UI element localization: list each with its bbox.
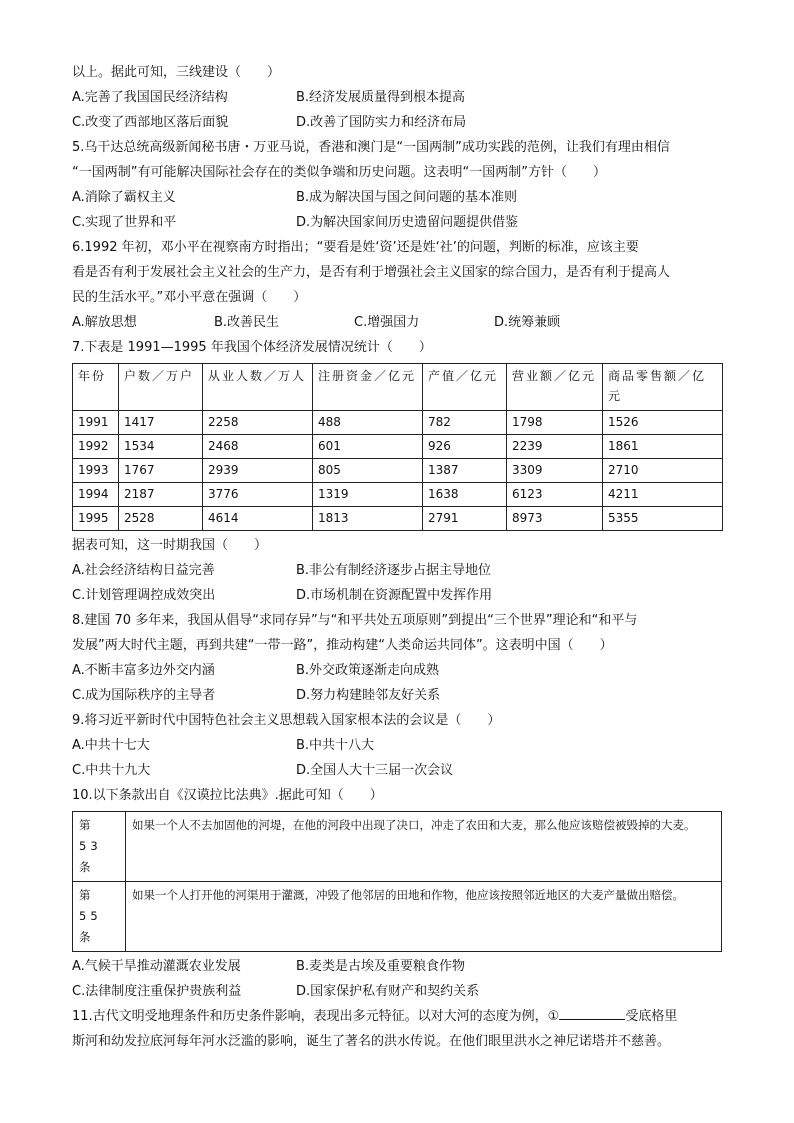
q8-option-b[interactable]: B.外交政策逐渐走向成熟 — [296, 663, 440, 678]
q7-options-row2 — [72, 583, 724, 608]
q7-option-b[interactable]: B.非公有制经济逐步占据主导地位 — [296, 563, 492, 578]
table-cell: 601 — [313, 435, 423, 459]
table-row — [73, 411, 723, 435]
q10-options-row1 — [72, 954, 724, 979]
q4-stem-tail: 以上。据此可知，三线建设（ ） — [72, 65, 281, 80]
q5-options-row1 — [72, 185, 724, 210]
q6-stem-line2: 看是否有利于发展社会主义社会的生产力，是否有利于增强社会主义国家的综合国力，是否有利于提高人 — [72, 265, 671, 280]
table-cell: 2528 — [119, 507, 203, 531]
table-cell: 2468 — [203, 435, 313, 459]
table-header-cell: 注册资金／亿元 — [313, 364, 423, 411]
table-cell: 805 — [313, 459, 423, 483]
q7-option-a[interactable]: A.社会经济结构日益完善 — [72, 563, 215, 578]
q4-option-c[interactable]: C.改变了西部地区落后面貌 — [72, 115, 229, 130]
table-cell: 4211 — [603, 483, 723, 507]
q4-options-row1 — [72, 85, 724, 110]
table-cell: 2239 — [507, 435, 603, 459]
q6-option-a[interactable]: A.解放思想 — [72, 315, 137, 330]
table-cell: 1995 — [73, 507, 119, 531]
table-cell: 1638 — [423, 483, 507, 507]
table-cell: 1417 — [119, 411, 203, 435]
q5-stem-line1: 5.乌干达总统高级新闻秘书唐・万亚马说，香港和澳门是“一国两制”成功实践的范例，让我们有理由相信 — [72, 140, 670, 155]
table-cell: 4614 — [203, 507, 313, 531]
table-row — [73, 483, 723, 507]
table-row — [73, 882, 722, 952]
q6-option-d[interactable]: D.统筹兼顾 — [494, 315, 561, 330]
q7-stats-table — [72, 363, 723, 531]
q9-option-d[interactable]: D.全国人大十三届一次会议 — [296, 763, 454, 778]
q11-answer-blank[interactable] — [559, 1005, 625, 1020]
q8-option-c[interactable]: C.成为国际秩序的主导者 — [72, 688, 216, 703]
article-number: 第 53 条 — [73, 812, 126, 882]
q8-stem-line1: 8.建国 70 多年来，我国从倡导“求同存异”与“和平共处五项原则”到提出“三个世界”理论和“和平与 — [72, 613, 638, 628]
table-cell: 926 — [423, 435, 507, 459]
q10-law-table — [72, 811, 722, 952]
q8-option-a[interactable]: A.不断丰富多边外交内涵 — [72, 663, 215, 678]
q11-text-before-blank: 11.古代文明受地理条件和历史条件影响，表现出多元特征。以对大河的态度为例，① — [72, 1009, 560, 1024]
table-cell: 1798 — [507, 411, 603, 435]
exam-page — [72, 60, 724, 1054]
table-header-cell: 产值／亿元 — [423, 364, 507, 411]
table-row — [73, 459, 723, 483]
table-cell: 2187 — [119, 483, 203, 507]
table-cell: 782 — [423, 411, 507, 435]
q7-option-c[interactable]: C.计划管理调控成效突出 — [72, 588, 216, 603]
table-header-cell: 年份 — [73, 364, 119, 411]
q7-options-row1 — [72, 558, 724, 583]
q5-option-a[interactable]: A.消除了霸权主义 — [72, 190, 176, 205]
q9-option-b[interactable]: B.中共十八大 — [296, 738, 375, 753]
q5-option-d[interactable]: D.为解决国家间历史遗留问题提供借鉴 — [296, 215, 519, 230]
table-cell: 3776 — [203, 483, 313, 507]
q7-stem: 7.下表是 1991—1995 年我国个体经济发展情况统计（ ） — [72, 340, 432, 355]
q4-option-a[interactable]: A.完善了我国国民经济结构 — [72, 90, 228, 105]
q9-option-a[interactable]: A.中共十七大 — [72, 738, 150, 753]
q4-option-b[interactable]: B.经济发展质量得到根本提高 — [296, 90, 466, 105]
table-cell: 1526 — [603, 411, 723, 435]
q5-option-b[interactable]: B.成为解决国与国之间问题的基本准则 — [296, 190, 518, 205]
table-cell: 1993 — [73, 459, 119, 483]
q9-options-row2 — [72, 758, 724, 783]
table-cell: 2791 — [423, 507, 507, 531]
q9-option-c[interactable]: C.中共十九大 — [72, 763, 151, 778]
q6-option-c[interactable]: C.增强国力 — [354, 315, 420, 330]
table-cell: 1534 — [119, 435, 203, 459]
table-cell: 1813 — [313, 507, 423, 531]
q7-question: 据表可知，这一时期我国（ ） — [72, 538, 268, 553]
q10-option-c[interactable]: C.法律制度注重保护贵族利益 — [72, 984, 242, 999]
q5-options-row2 — [72, 210, 724, 235]
table-cell: 1861 — [603, 435, 723, 459]
q4-option-d[interactable]: D.改善了国防实力和经济布局 — [296, 115, 467, 130]
q5-stem-line2: “一国两制”有可能解决国际社会存在的类似争端和历史问题。这表明“一国两制”方针（ ） — [72, 165, 606, 180]
article-text: 如果一个人不去加固他的河堤，在他的河段中出现了决口，冲走了农田和大麦，那么他应该赔偿被毁掉的大麦。 — [126, 812, 722, 882]
table-header-cell: 户数／万户 — [119, 364, 203, 411]
table-row — [73, 435, 723, 459]
q9-stem: 9.将习近平新时代中国特色社会主义思想载入国家根本法的会议是（ ） — [72, 713, 501, 728]
table-header-row — [73, 364, 723, 411]
table-header-cell: 从业人数／万人 — [203, 364, 313, 411]
q9-options-row1 — [72, 733, 724, 758]
q11-stem-line2: 斯河和幼发拉底河每年河水泛滥的影响，诞生了著名的洪水传说。在他们眼里洪水之神尼诺塔并不慈善。 — [72, 1034, 671, 1049]
table-header-cell: 营业额／亿元 — [507, 364, 603, 411]
q11-text-after-blank: 受底格里 — [625, 1009, 678, 1024]
table-cell: 1994 — [73, 483, 119, 507]
q6-stem-line3: 民的生活水平。”邓小平意在强调（ ） — [72, 290, 307, 305]
q5-option-c[interactable]: C.实现了世界和平 — [72, 215, 177, 230]
q10-option-b[interactable]: B.麦类是古埃及重要粮食作物 — [296, 959, 466, 974]
table-cell: 2939 — [203, 459, 313, 483]
q8-options-row1 — [72, 658, 724, 683]
q10-stem: 10.以下条款出自《汉谟拉比法典》.据此可知（ ） — [72, 788, 383, 803]
q8-option-d[interactable]: D.努力构建睦邻友好关系 — [296, 688, 441, 703]
table-cell: 8973 — [507, 507, 603, 531]
q6-stem-line1: 6.1992 年初，邓小平在视察南方时指出；“要看是姓‘资’还是姓‘社’的问题，判断的标准，应该主要 — [72, 240, 639, 255]
article-number: 第 55 条 — [73, 882, 126, 952]
table-cell: 5355 — [603, 507, 723, 531]
table-header-cell: 商品零售额／亿元 — [603, 364, 723, 411]
article-text: 如果一个人打开他的河渠用于灌溉，冲毁了他邻居的田地和作物，他应该按照邻近地区的大麦产量做出赔偿。 — [126, 882, 722, 952]
table-cell: 488 — [313, 411, 423, 435]
q7-option-d[interactable]: D.市场机制在资源配置中发挥作用 — [296, 588, 493, 603]
q4-options-row2 — [72, 110, 724, 135]
table-cell: 2258 — [203, 411, 313, 435]
q11-stem-line1 — [72, 1004, 724, 1029]
table-cell: 1319 — [313, 483, 423, 507]
table-cell: 1991 — [73, 411, 119, 435]
table-cell: 3309 — [507, 459, 603, 483]
q6-option-b[interactable]: B.改善民生 — [214, 315, 280, 330]
q8-options-row2 — [72, 683, 724, 708]
q8-stem-line2: 发展”两大时代主题，再到共建“一带一路”，推动构建“人类命运共同体”。这表明中国（ ） — [72, 638, 613, 653]
table-cell: 1992 — [73, 435, 119, 459]
q6-options-row — [72, 310, 724, 335]
q10-options-row2 — [72, 979, 724, 1004]
table-row — [73, 812, 722, 882]
table-cell: 1767 — [119, 459, 203, 483]
table-cell: 1387 — [423, 459, 507, 483]
table-row — [73, 507, 723, 531]
q10-option-d[interactable]: D.国家保护私有财产和契约关系 — [296, 984, 480, 999]
table-cell: 6123 — [507, 483, 603, 507]
table-cell: 2710 — [603, 459, 723, 483]
q10-option-a[interactable]: A.气候干旱推动灌溉农业发展 — [72, 959, 241, 974]
